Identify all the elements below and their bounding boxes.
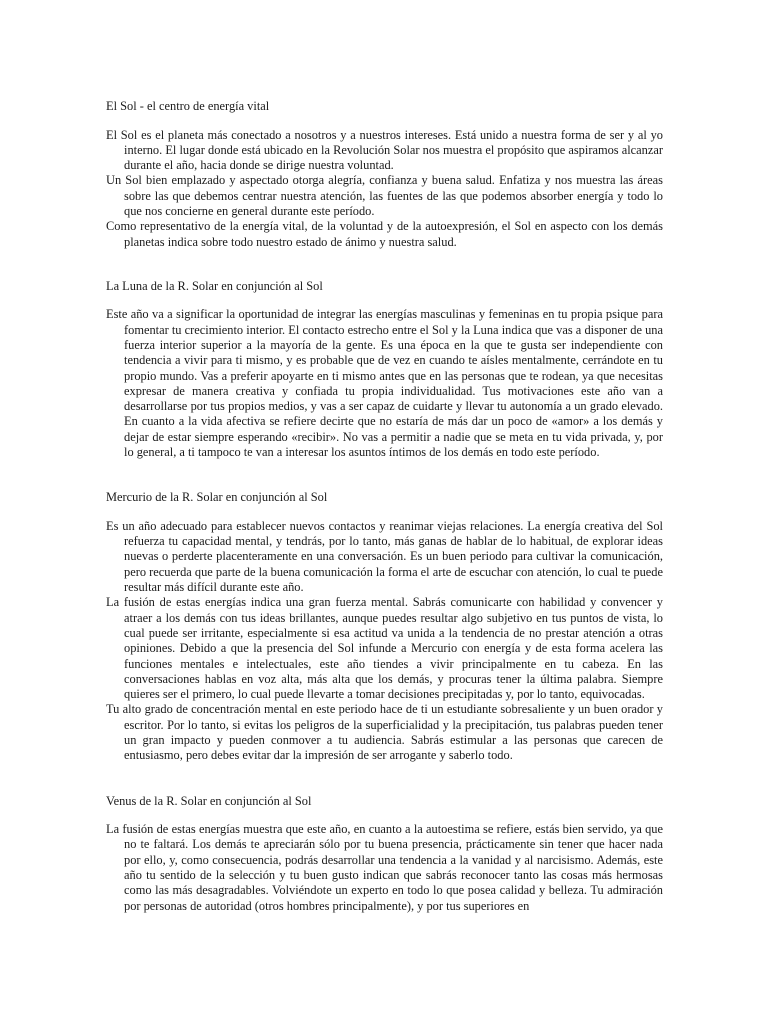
paragraph: Este año va a significar la oportunidad de integrar las energías masculinas y femeninas en tu propia psique para fomentar tu crecimiento interior. El contacto estrecho entre el Sol y la Luna indica que vas a disponer de una fuerza interior superior a la mayoría de la gente. Es una época en la que te gusta ser independiente con tendencia a vivir para ti mismo, y es probable que de vez en cuando te aísles mentalmente, cerrándote en tu propio mundo. Vas a preferir apoyarte en ti mismo antes que en las personas que te rodean, ya que necesitas expresar de manera creativa y confiada tu propia individualidad. Tus motivaciones este año van a desarrollarse por tus propios medios, y vas a ser capaz de cuidarte y llevar tu autonomía a un grado elevado. En cuanto a la vida afectiva se refiere decirte que no estaría de más dar un poco de «amor» a los demás y dejar de estar siempre esperando «recibir». No vas a permitir a nadie que se meta en tu vida privada, y, por lo general, a ti tampoco te van a interesar los asuntos íntimos de los demás en todo este período. — [106, 307, 663, 460]
section-venus — [106, 794, 663, 914]
paragraph: El Sol es el planeta más conectado a nosotros y a nuestros intereses. Está unido a nuestra forma de ser y al yo interno. El lugar donde está ubicado en la Revolución Solar nos muestra el propósito que aspiramos alcanzar durante el año, hacia donde se dirige nuestra voluntad. — [106, 127, 663, 173]
paragraph: Tu alto grado de concentración mental en este periodo hace de ti un estudiante sobresaliente y un buen orador y escritor. Por lo tanto, si evitas los peligros de la superficialidad y la precipitación, tus palabras pueden tener un gran impacto y pueden conmover a tu audiencia. Sabrás estimular a las personas que carecen de entusiasmo, pero debes evitar dar la impresión de ser arrogante y saberlo todo. — [106, 702, 663, 763]
section-mercurio — [106, 490, 663, 763]
paragraph: La fusión de estas energías muestra que este año, en cuanto a la autoestima se refiere, estás bien servido, ya que no te faltará. Los demás te apreciarán sólo por tu buena presencia, prácticamente sin tener que hacer nada por ello, y, como consecuencia, podrás desarrollar una tendencia a la vanidad y al narcisismo. Además, este año tu sentido de la selección y tu buen gusto indican que sabrás reconocer tanto las cosas más hermosas como las más desagradables. Volviéndote un experto en todo lo que posea calidad y belleza. Tu admiración por personas de autoridad (otros hombres principalmente), y por tus superiores en — [106, 822, 663, 913]
section-title: Mercurio de la R. Solar en conjunción al Sol — [106, 490, 328, 505]
section-title: La Luna de la R. Solar en conjunción al Sol — [106, 278, 323, 293]
section-luna — [106, 279, 663, 460]
paragraph: La fusión de estas energías indica una gran fuerza mental. Sabrás comunicarte con habilidad y convencer y atraer a los demás con tus ideas brillantes, aunque puedes resultar algo subjetivo en tus puntos de vista, lo cual puede ser irritante, especialmente si esa actitud va unida a la tendencia de no prestar atención a otras opiniones. Debido a que la presencia del Sol infunde a Mercurio con energía y de esta forma acelera las funciones mentales e intelectuales, este año tiendes a vivir principalmente en tu cabeza. En las conversaciones hablas en voz alta, más alta que los demás, y procuras tener la última palabra. Siempre quieres ser el primero, lo cual puede llevarte a tomar decisiones precipitadas y, por lo tanto, equivocadas. — [106, 595, 663, 702]
paragraph: Como representativo de la energía vital, de la voluntad y de la autoexpresión, el Sol en aspecto con los demás planetas indica sobre todo nuestro estado de ánimo y nuestra salud. — [106, 219, 663, 249]
paragraph: Es un año adecuado para establecer nuevos contactos y reanimar viejas relaciones. La energía creativa del Sol refuerza tu capacidad mental, y tendrás, por lo tanto, más ganas de hablar de lo habitual, de explorar ideas nuevas o perderte placenteramente en una conversación. Es un buen periodo para cultivar la comunicación, pero recuerda que parte de la buena comunicación la forma el arte de escuchar con atención, lo cual te puede resultar más difícil durante este año. — [106, 518, 663, 595]
document-page — [106, 99, 663, 914]
section-title: El Sol - el centro de energía vital — [106, 99, 270, 113]
section-sol — [106, 99, 663, 250]
paragraph: Un Sol bien emplazado y aspectado otorga alegría, confianza y buena salud. Enfatiza y nos muestra las áreas sobre las que debemos centrar nuestra atención, las fuentes de las que podemos absorber energía y todo lo que nos concierne en general durante este período. — [106, 173, 663, 218]
section-title: Venus de la R. Solar en conjunción al Sol — [106, 793, 312, 808]
